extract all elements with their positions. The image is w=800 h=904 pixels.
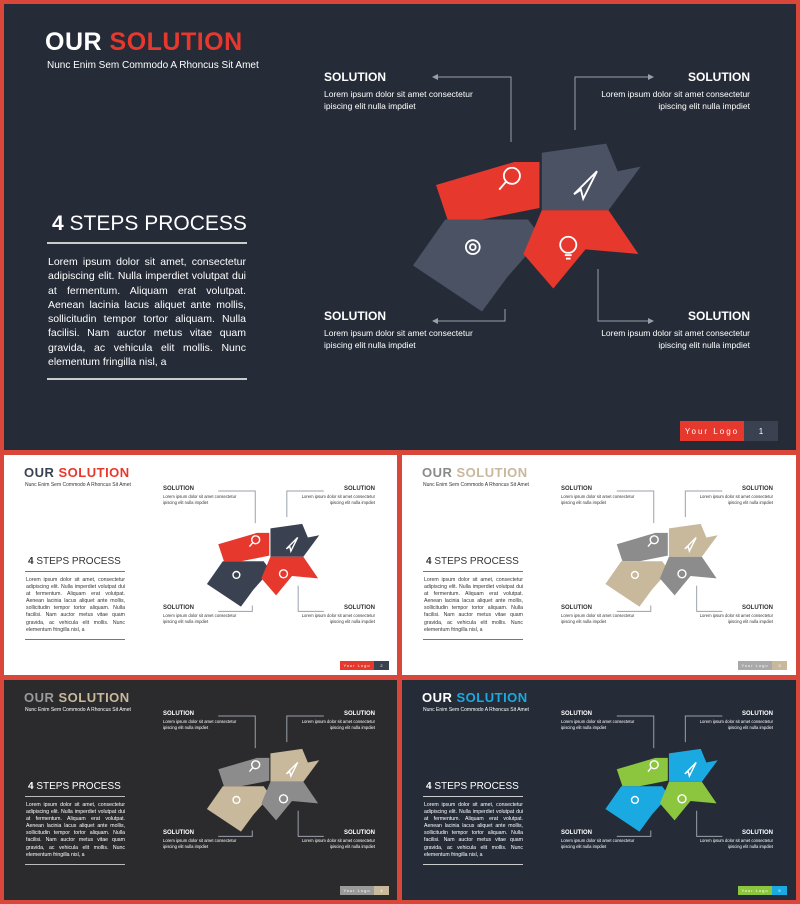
solution-text: Lorem ipsum dolor sit amet consectetur ipiscing elit nulla impdiet: [561, 613, 635, 624]
steps-number: 4: [52, 212, 64, 235]
slide-subtitle: Nunc Enim Sem Commodo A Rhoncus Sit Amet: [423, 482, 529, 488]
steps-text: STEPS PROCESS: [36, 781, 121, 792]
slide-2: [4, 455, 397, 675]
puzzle-piece-top-left: [436, 162, 540, 220]
logo-badge: [680, 421, 778, 441]
solution-title: SOLUTION: [561, 605, 592, 611]
solution-title: SOLUTION: [561, 711, 592, 717]
slide-subtitle: Nunc Enim Sem Commodo A Rhoncus Sit Amet: [47, 60, 259, 71]
slide-4: [4, 680, 397, 900]
slide-1: [4, 4, 796, 450]
logo-text: Your Logo: [738, 886, 772, 895]
puzzle-piece-top-left: [617, 758, 668, 786]
solution-text: Lorem ipsum dolor sit amet consectetur ipiscing elit nulla impdiet: [301, 494, 375, 505]
solution-text: Lorem ipsum dolor sit amet consectetur ipiscing elit nulla impdiet: [301, 838, 375, 849]
puzzle-piece-top-left: [617, 533, 668, 561]
solution-text: Lorem ipsum dolor sit amet consectetur ipiscing elit nulla impdiet: [163, 613, 237, 624]
puzzle-graphic: [4, 4, 796, 450]
puzzle-piece-bottom-right: [660, 782, 717, 821]
puzzle-graphic: [402, 455, 796, 675]
title-part-a: OUR: [24, 690, 55, 705]
solution-text: Lorem ipsum dolor sit amet consectetur ipiscing elit nulla impdiet: [601, 328, 750, 350]
body-text: Lorem ipsum dolor sit amet, consectetur adipiscing elit. Nulla imperdiet volutpat dui at fermentum. Aliquam erat volutpat. Aenean lacinia lacus aliquet ante mollis, sollicitudin tempor tortor aliquam. Nulla facilisi. Nam auctor metus vitae quam gravida, ac vehicula elit mollis. Nunc elementum fringilla nisl, a: [424, 802, 523, 858]
solution-text: Lorem ipsum dolor sit amet consectetur ipiscing elit nulla impdiet: [561, 494, 635, 505]
solution-title: SOLUTION: [163, 605, 194, 611]
page-number: 5: [772, 886, 787, 895]
solution-title: SOLUTION: [344, 830, 375, 836]
title-part-b: SOLUTION: [109, 28, 243, 56]
slide-5: [402, 680, 796, 900]
solution-title: SOLUTION: [324, 309, 386, 323]
title-part-a: OUR: [422, 465, 453, 480]
page-number: 4: [374, 886, 389, 895]
puzzle-piece-bottom-right: [261, 557, 318, 596]
body-text: Lorem ipsum dolor sit amet, consectetur adipiscing elit. Nulla imperdiet volutpat dui at fermentum. Aliquam erat volutpat. Aenean lacinia lacus aliquet ante mollis, sollicitudin tempor tortor aliquam. Nulla facilisi. Nam auctor metus vitae quam gravida, ac vehicula elit mollis. Nunc elementum fringilla nisl, a: [424, 577, 523, 633]
solution-text: Lorem ipsum dolor sit amet consectetur ipiscing elit nulla impdiet: [699, 719, 773, 730]
solution-title: SOLUTION: [688, 309, 750, 323]
solution-title: SOLUTION: [163, 486, 194, 492]
solution-text: Lorem ipsum dolor sit amet consectetur ipiscing elit nulla impdiet: [601, 89, 750, 111]
title-part-b: SOLUTION: [58, 465, 130, 480]
body-text: Lorem ipsum dolor sit amet, consectetur adipiscing elit. Nulla imperdiet volutpat dui at fermentum. Aliquam erat volutpat. Aenean lacinia lacus aliquet ante mollis, sollicitudin tempor tortor aliquam. Nulla facilisi. Nam auctor metus vitae quam gravida, ac vehicula elit mollis. Nunc elementum fringilla nisl, a: [26, 802, 125, 858]
solution-title: SOLUTION: [742, 711, 773, 717]
solution-text: Lorem ipsum dolor sit amet consectetur ipiscing elit nulla impdiet: [561, 719, 635, 730]
steps-number: 4: [28, 781, 34, 792]
puzzle-piece-bottom-left: [605, 561, 669, 606]
solution-title: SOLUTION: [344, 486, 375, 492]
puzzle-graphic: [402, 680, 796, 900]
title-part-b: SOLUTION: [58, 690, 130, 705]
puzzle-piece-bottom-left: [207, 561, 271, 606]
steps-text: STEPS PROCESS: [434, 781, 519, 792]
body-text: Lorem ipsum dolor sit amet, consectetur adipiscing elit. Nulla imperdiet volutpat dui at fermentum. Aliquam erat volutpat. Aenean lacinia lacus aliquet ante mollis, sollicitudin tempor tortor aliquam. Nulla facilisi. Nam auctor metus vitae quam gravida, ac vehicula elit mollis. Nunc elementum fringilla nisl, a: [48, 256, 246, 369]
solution-title: SOLUTION: [163, 830, 194, 836]
puzzle-piece-bottom-left: [413, 220, 542, 312]
steps-number: 4: [28, 556, 34, 567]
title-part-b: SOLUTION: [456, 465, 528, 480]
solution-text: Lorem ipsum dolor sit amet consectetur ipiscing elit nulla impdiet: [163, 719, 237, 730]
solution-text: Lorem ipsum dolor sit amet consectetur ipiscing elit nulla impdiet: [163, 494, 237, 505]
solution-title: SOLUTION: [324, 70, 386, 84]
solution-text: Lorem ipsum dolor sit amet consectetur ipiscing elit nulla impdiet: [324, 328, 473, 350]
puzzle-graphic: [4, 455, 397, 675]
solution-title: SOLUTION: [688, 70, 750, 84]
title-part-a: OUR: [24, 465, 55, 480]
slide-3: [402, 455, 796, 675]
puzzle-piece-bottom-left: [605, 786, 669, 831]
solution-text: Lorem ipsum dolor sit amet consectetur ipiscing elit nulla impdiet: [699, 494, 773, 505]
puzzle-piece-bottom-right: [660, 557, 717, 596]
title-part-a: OUR: [45, 28, 103, 56]
page-number: 3: [772, 661, 787, 670]
page-number: 1: [744, 421, 778, 441]
solution-text: Lorem ipsum dolor sit amet consectetur ipiscing elit nulla impdiet: [699, 613, 773, 624]
steps-number: 4: [426, 556, 432, 567]
puzzle-piece-top-left: [218, 533, 269, 561]
logo-badge: [340, 661, 389, 670]
solution-text: Lorem ipsum dolor sit amet consectetur ipiscing elit nulla impdiet: [301, 613, 375, 624]
title-part-a: OUR: [422, 690, 453, 705]
solution-text: Lorem ipsum dolor sit amet consectetur ipiscing elit nulla impdiet: [301, 719, 375, 730]
solution-title: SOLUTION: [742, 830, 773, 836]
solution-title: SOLUTION: [742, 605, 773, 611]
solution-title: SOLUTION: [163, 711, 194, 717]
slide-subtitle: Nunc Enim Sem Commodo A Rhoncus Sit Amet: [423, 707, 529, 713]
puzzle-piece-bottom-left: [207, 786, 271, 831]
solution-text: Lorem ipsum dolor sit amet consectetur ipiscing elit nulla impdiet: [163, 838, 237, 849]
solution-title: SOLUTION: [344, 605, 375, 611]
puzzle-piece-bottom-right: [523, 210, 638, 288]
solution-title: SOLUTION: [344, 711, 375, 717]
logo-badge: [738, 661, 787, 670]
slide-subtitle: Nunc Enim Sem Commodo A Rhoncus Sit Amet: [25, 707, 131, 713]
solution-text: Lorem ipsum dolor sit amet consectetur ipiscing elit nulla impdiet: [561, 838, 635, 849]
steps-text: STEPS PROCESS: [36, 556, 121, 567]
steps-number: 4: [426, 781, 432, 792]
steps-text: STEPS PROCESS: [434, 556, 519, 567]
logo-text: Your Logo: [340, 661, 374, 670]
puzzle-piece-top-left: [218, 758, 269, 786]
puzzle-graphic: [4, 680, 397, 900]
logo-text: Your Logo: [340, 886, 374, 895]
body-text: Lorem ipsum dolor sit amet, consectetur adipiscing elit. Nulla imperdiet volutpat dui at fermentum. Aliquam erat volutpat. Aenean lacinia lacus aliquet ante mollis, sollicitudin tempor tortor aliquam. Nulla facilisi. Nam auctor metus vitae quam gravida, ac vehicula elit mollis. Nunc elementum fringilla nisl, a: [26, 577, 125, 633]
solution-title: SOLUTION: [561, 830, 592, 836]
logo-badge: [340, 886, 389, 895]
puzzle-piece-bottom-right: [261, 782, 318, 821]
slide-subtitle: Nunc Enim Sem Commodo A Rhoncus Sit Amet: [25, 482, 131, 488]
title-part-b: SOLUTION: [456, 690, 528, 705]
logo-text: Your Logo: [738, 661, 772, 670]
steps-text: STEPS PROCESS: [69, 212, 247, 235]
logo-badge: [738, 886, 787, 895]
solution-text: Lorem ipsum dolor sit amet consectetur ipiscing elit nulla impdiet: [324, 89, 473, 111]
page-number: 2: [374, 661, 389, 670]
solution-title: SOLUTION: [742, 486, 773, 492]
solution-text: Lorem ipsum dolor sit amet consectetur ipiscing elit nulla impdiet: [699, 838, 773, 849]
solution-title: SOLUTION: [561, 486, 592, 492]
logo-text: Your Logo: [680, 421, 744, 441]
